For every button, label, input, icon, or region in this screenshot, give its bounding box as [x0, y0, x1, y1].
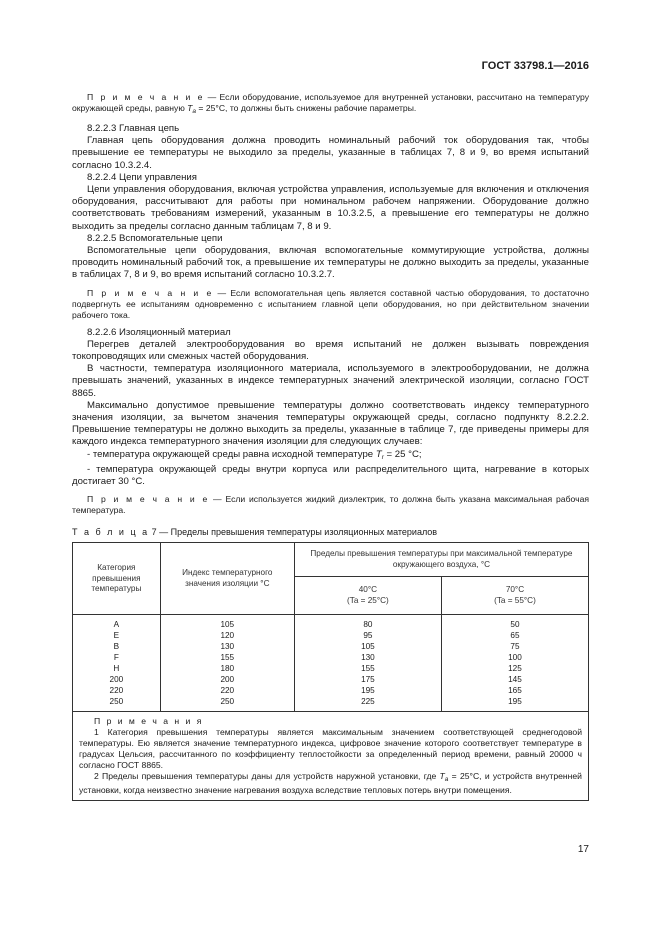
table-cell: 165 — [508, 686, 522, 696]
heading-8226: 8.2.2.6 Изоляционный материал — [87, 326, 231, 338]
bullet-enclosure-temperature: - температура окружающей среды внутри корпуса или распределительного щита, нагревание в которых достигает 30 °С. — [72, 463, 589, 488]
note-text: — Если используется жидкий диэлектрик, то должна быть указана максимальная рабочая температура. — [72, 494, 589, 516]
note-liquid-dielectric — [72, 494, 589, 516]
table-note-1: 1 Категория превышения температуры является максимальным значением соответствующей среднегодовой температуры. Ею является значение температурного индекса, цифровое значение которого соответствует температуре в градусах Цельсия, рассчитанного по коэффициенту теплостойкости за определенный период времени, равный 20000 ч согласно ГОСТ 8865. — [79, 727, 582, 771]
table-cell: B — [113, 642, 120, 652]
col-header-limits: Пределы превышения температуры при максимальной температуре окружающего воздуха, °С — [294, 543, 588, 577]
table-cell: 75 — [510, 642, 520, 652]
note-label: П р и м е ч а н и е — [87, 92, 205, 102]
col-header-40 — [294, 577, 441, 615]
header-70-label: 70°С — [505, 585, 525, 595]
header-40-label: 40°С — [358, 585, 378, 595]
table-cell: 65 — [510, 631, 520, 641]
table-caption-label: Т а б л и ц а — [72, 527, 150, 538]
note-indoor-equipment — [72, 92, 589, 117]
table-cell: 155 — [220, 653, 235, 663]
table-cell: 95 — [363, 631, 373, 641]
table-cell: 220 — [109, 686, 124, 696]
table-cell: 225 — [361, 697, 375, 707]
table-cell: 80 — [363, 620, 373, 630]
table-cell: H — [113, 664, 120, 674]
text-8223: Главная цепь оборудования должна проводить номинальный рабочий ток оборудования так, чтобы превышение ее температуры не выходило за пределы, указанные в таблицах 7, 8 и 9, во время испытаний согласно 10.3.2.4. — [72, 135, 589, 171]
table-cell: 130 — [220, 642, 235, 652]
table-cell: 175 — [361, 675, 375, 685]
bullet-text-a: - температура окружающей среды равна исходной температуре — [87, 448, 376, 460]
heading-8225: 8.2.2.5 Вспомогательные цепи — [87, 232, 223, 244]
index-column — [160, 615, 294, 712]
table-caption — [72, 526, 589, 538]
note-label: П р и м е ч а н и е — [87, 287, 214, 298]
table-notes — [73, 712, 589, 801]
col-header-index: Индекс температурного значения изоляции °С — [160, 543, 294, 615]
note-var: T — [187, 103, 193, 113]
table-cell: 220 — [220, 686, 235, 696]
standard-number: ГОСТ 33798.1—2016 — [481, 60, 589, 72]
header-40-sub: (Ta = 25°С) — [347, 595, 389, 605]
note-label: П р и м е ч а н и е — [87, 494, 210, 505]
table-cell: A — [113, 620, 120, 630]
table-cell: 195 — [361, 686, 375, 696]
col-header-70 — [441, 577, 588, 615]
text-8226-p1: Перегрев деталей электрооборудования во время испытаний не должен вызывать повреждения токопроводящих или смежных частей оборудования. — [72, 338, 589, 363]
note-text-a: — Если оборудование, используемое для внутренней установки, рассчитано на температуру окружающей среды, равную — [72, 92, 589, 113]
note-text: — Если вспомогательная цепь является составной частью оборудования, то достаточно подвергнуть ее испытаниям одновременно с испытанием главной цепи оборудования, но при действительном значении рабочего тока. — [72, 287, 589, 320]
text-8226-p3: Максимально допустимое превышение температуры должно соответствовать индексу температурного значения изоляции, за вычетом значения температуры окружающей среды, согласно подпункту 8.2.2.2. Превышение температуры не должно выходить за пределы, указанные в таблице 7, где приведены примеры для каждого индекса температурного значения изоляции для следующих случаев: — [72, 399, 589, 448]
text-8224: Цепи управления оборудования, включая устройства управления, используемые для включения и отключения оборудования, рассчитывают для работы при номинальном рабочем напряжении. Оборудование должно соответствовать требованиям измерений, указанным в 10.3.2.5, а превышение его температуры не должно выходить за пределы согласно данным таблицам 7, 8 и 9. — [72, 184, 589, 232]
table-cell: 195 — [508, 697, 522, 707]
table-cell: E — [113, 631, 120, 641]
note-var-sub: a — [192, 108, 197, 115]
table-cell: 125 — [508, 664, 522, 674]
table-cell: 130 — [361, 653, 375, 663]
table-caption-text: 7 — Пределы превышения температуры изоляционных материалов — [149, 527, 438, 538]
table-cell: F — [113, 653, 119, 663]
table-cell: 105 — [220, 620, 235, 630]
bullet-var-sub: r — [381, 453, 384, 461]
table-cell: 100 — [508, 653, 522, 663]
text-8225: Вспомогательные цепи оборудования, включая вспомогательные коммутирующие устройства, должны проводить номинальный рабочий ток, а превышение их температуры не должно выходить за пределы, указанные в таблицах 7, 8 и 9, во время испытаний согласно 10.3.2.7. — [72, 245, 589, 281]
table-cell: 250 — [220, 697, 235, 707]
bullet-text-b: = 25 °С; — [383, 448, 422, 460]
table-cell: 120 — [220, 631, 235, 641]
limit-40-column — [294, 615, 441, 712]
page-content — [72, 92, 589, 801]
table-cell: 200 — [109, 675, 124, 685]
table-cell: 145 — [508, 675, 522, 685]
text-8226-p2: В частности, температура изоляционного материала, используемого в электрооборудовании, не должна превышать значений, указанных в индексе температурных значений электрической изоляции, согласно ГОСТ 8865. — [72, 363, 589, 399]
temperature-limits-table — [72, 542, 589, 801]
note-auxiliary-circuit — [72, 288, 589, 321]
table-note-2-var-sub: a — [444, 776, 449, 784]
table-cell: 50 — [510, 620, 520, 630]
header-70-sub: (Ta = 55°С) — [494, 595, 536, 605]
table-body-row — [73, 615, 589, 712]
table-note-2-text-a: 2 Пределы превышения температуры даны для устройств наружной установки, где — [94, 771, 440, 782]
table-cell: 180 — [220, 664, 235, 674]
table-cell: 105 — [361, 642, 375, 652]
table-cell: 200 — [220, 675, 235, 685]
note-text-b: = 25°С, то должны быть снижены рабочие параметры. — [196, 103, 417, 113]
heading-8223: 8.2.2.3 Главная цепь — [87, 123, 180, 134]
category-column — [73, 615, 161, 712]
table-note-2-var: T — [439, 771, 445, 782]
limit-70-column — [441, 615, 588, 712]
bullet-var: T — [375, 448, 382, 460]
table-note-2-text-b: = 25°С, и устройств внутренней установки, когда неизвестно значение нагревания воздуха вследствие тепловых потерь внутри помещения. — [79, 771, 582, 796]
table-cell: 155 — [361, 664, 375, 674]
heading-8224: 8.2.2.4 Цепи управления — [87, 171, 197, 183]
table-notes-title: П р и м е ч а н и я — [94, 716, 204, 727]
bullet-ambient-reference — [72, 449, 589, 464]
table-note-2 — [79, 771, 582, 796]
page-number: 17 — [577, 844, 589, 855]
col-header-category: Категория превышения температуры — [73, 543, 161, 615]
table-cell: 250 — [109, 697, 124, 707]
